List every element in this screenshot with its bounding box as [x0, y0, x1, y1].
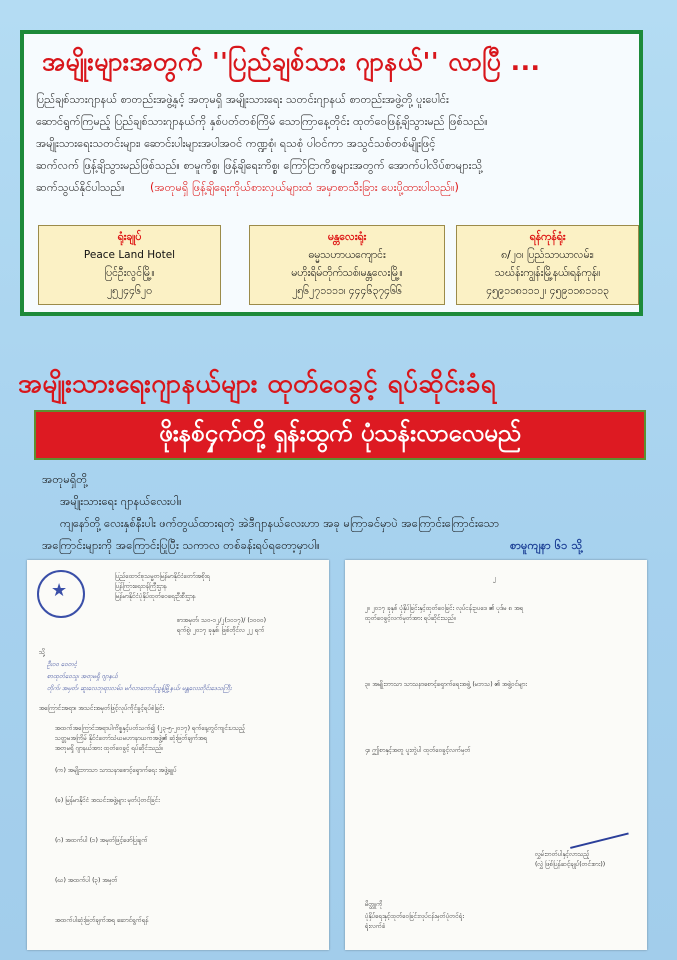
doc-right-para-2: ထုတ်ဝေခွင့်လက်မှတ်အား ရပ်ဆိုင်းသည်။: [365, 615, 456, 622]
doc-to: သို့: [39, 649, 45, 656]
address-title: ရုံးချုပ်: [117, 231, 142, 243]
letter-line-3: အကြောင်းများကို အကြောင်းပြုပြီး သကာလ တစ်ခန်းရပ်ရတော့မှာပါ။: [42, 539, 320, 552]
doc-para-1: အထက်အကြောင်းအရာပါကိစ္စနှင့်ပတ်သက်၍ (၂၃-၅-၂၀၁၇) ရက်နေ့တွင်ကျင်းပသည့်: [55, 725, 246, 732]
doc-page-number: ၂: [493, 575, 497, 582]
doc-signer-name: လွှမ်းဘတ်ပါနှင့်လာသည့်: [535, 851, 590, 858]
suspension-headline: အမျိုးသားရေးဂျာနယ်များ ထုတ်ဝေခွင့် ရပ်ဆိုင်းခံရ: [18, 369, 497, 399]
announcement-line-1: ပြည်ချစ်သားဂျာနယ် စာတည်းအဖွဲ့နှင့် အတုမရှိ အမျိုးသားရေး သတင်းဂျာနယ် စာတည်းအဖွဲ့တို့ ပူးပေါင်း: [36, 93, 449, 106]
doc-para-3: အတုမရှိ ဂျာနယ်အား ထုတ်ဝေခွင့် ရပ်ဆိုင်းသည်။: [55, 745, 164, 752]
doc-ref: စာအမှတ်၊ သဝ-၁၂/၂(၁၀၁၇)/ (၁၀၀၀): [177, 617, 267, 624]
doc-item-2: (ခ) မြန်မာနိုင်ငံ အသင်းအဖွဲ့များ မှတ်ပုံတင်ခြင်း: [55, 797, 160, 804]
address-phone: ၂၅၆၂၇၁၁၁၁၊ ၄၄၄၆၃၇၄၆၆: [292, 285, 402, 297]
doc-org-2: ပြန်ကြားရေးဝန်ကြီးဌာန: [115, 583, 167, 590]
doc-org-1: ပြည်ထောင်စုသမ္မတမြန်မာနိုင်ငံတော်အစိုးရ: [115, 573, 211, 580]
official-letter-page-1: [27, 560, 329, 950]
doc-signer-title: (လွှဲ ဖြစ်ပြန်ဆင့်ချုပ်(တင်းစား)): [535, 861, 606, 868]
doc-item-4: (ဃ) အထက်ပါ (၃) အမှတ်: [55, 877, 118, 884]
doc-copy-file: ရုံးလက်ခံ: [365, 923, 386, 930]
doc-right-para-3: ၃။ အမျိုးဘာသာ သာသနာစောင့်ရှောက်ရေးအဖွဲ့ (မဘသ) ၏ အဖွဲ့ဝင်များ: [365, 681, 527, 688]
announcement-line-4: ဆက်လက် ဖြန့်ချိသွားမည်ဖြစ်သည်။ စာမူကိစ္စ၊ ဖြန့်ချိရေးကိစ္စ၊ ကြော်ငြာကိစ္စများအတွက် အောက်ပါလိပ်စာများသို့: [36, 159, 483, 172]
address-line: ပြင်ဦးလွင်မြို့။: [104, 267, 155, 279]
letter-salutation: အတုမရှိတို့: [42, 473, 88, 486]
letter-line-1: အမျိုးသားရေး ဂျာနယ်လေးပါ။: [60, 495, 182, 508]
letter-signature: စာမူကျနာ ၆၁ သို့: [510, 539, 583, 552]
doc-item-5: အထက်ပါဆုံးဖြတ်ချက်အရ ဆောင်ရွက်ရန်: [55, 917, 149, 924]
handwritten-signature-icon: [565, 813, 629, 849]
announcement-line-3: အမျိုးသားရေးသတင်းများ၊ ဆောင်းပါးများအပါအဝင် ကဏ္ဍစုံ၊ ရသစုံ ပါဝင်ကာ အသွင်သစ်တစ်မျိုးဖြင့်: [36, 137, 436, 150]
doc-date: ရက်စွဲ၊ ၂၀၁၇ ခုနှစ်၊ ဖြစ်တိုင်လ ၂၂ ရက်: [177, 627, 265, 634]
doc-org-3: မြန်မာနိုင်ငံပုံနှိပ်ထုတ်ဝေရေးဦးစီးဌာန: [115, 593, 196, 600]
phoenix-banner: [34, 410, 646, 460]
doc-right-para-1: ၂။ ၂၀၁၇ ခုနှစ် ပုံနှိပ်ခြင်းနှင့်ထုတ်ဝေခြင်း လုပ်ငန်းဥပဒေ ၏ ပုဒ်မ ၈ အရ: [365, 605, 524, 612]
address-line: ၈/၂၀၊ ပြည်သာယာလမ်း၊: [501, 249, 594, 261]
address-line: သဃ်န်းကျွန်းမြို့နယ်၊ရန်ကုန်။: [494, 267, 601, 279]
doc-item-1: (က) အမျိုးဘာသာ သာသနာစောင့်ရှောက်ရေး အဖွဲ့ချုပ်: [55, 767, 177, 774]
doc-subject: အကြောင်းအရာ။ အသင်းအမှတ်ဖြင့်လုပ်ကိုင်ခွင့်ရပ်စဲခြင်း: [39, 705, 165, 712]
doc-addressee-3: တိုက်၊ အမှတ်၊ ဆူးလေဘုရားလမ်း၊ မင်္ဂလာတောင်ညွန့်မြို့နယ်၊ မန္တလေးတိုင်းဒေသကြီး: [47, 685, 232, 692]
address-title: ရန်ကုန်ရုံး: [529, 231, 566, 243]
announcement-note: (အတုမရှိ ဖြန့်ချိရေးကိုယ်စားလှယ်များထံ အမှာစာသီးခြား ပေးပို့ထားပါသည်။): [150, 181, 459, 194]
doc-copy-label: မိတ္တူကို: [365, 901, 383, 908]
address-phone: ၄၅၉၁၁၈၁၁၁၂၊ ၄၅၉၁၁၈၁၁၁၃: [486, 285, 609, 297]
letter-line-2: ကျနော်တို့ လေးနှစ်နီးပါး ဖက်တွယ်ထားရတဲ့ အဲဒီဂျာနယ်လေးဟာ အခု မကြာခင်မှာပဲ အကြောင်းကြောင်းသော: [60, 517, 500, 530]
address-phone: ၂၅၂၄၄၆၂၀: [106, 285, 152, 297]
address-yangon-office: [456, 225, 639, 305]
announcement-line-5: ဆက်သွယ်နိုင်ပါသည်။: [36, 181, 125, 194]
address-line: ဓမ္မသဟာယကျောင်း: [308, 249, 386, 261]
doc-item-3: (ဂ) အထက်ပါ (၁) အမှတ်ဖြင့်ဖော်ပြချက်: [55, 837, 148, 844]
doc-para-2: သတ္တမအကြိမ် နိုင်ငံတော်သံဃမဟာနာယကအဖွဲ့၏ ဆုံးဖြတ်ချက်အရ: [55, 735, 208, 742]
address-line: Peace Land Hotel: [83, 249, 176, 261]
doc-addressee-2: စာထုတ်ဝေသူ၊ အတုမရှိ ဂျာနယ်: [47, 673, 118, 680]
announcement-headline: အမျိုးများအတွက် ''ပြည်ချစ်သား ဂျာနယ်'' လာပြီ ...: [42, 47, 541, 76]
doc-right-para-4: ၄။ ဤစာနှင့်အတူ ပူးတွဲပါ ထုတ်ဝေခွင့်လက်မှတ်: [365, 747, 471, 754]
address-line: မဟိုးရိမ်တိုက်သစ်၊မန္တလေးမြို့။: [291, 267, 403, 279]
banner-text: ဖိုးနစ်၄ှက်တို့ ရှန်းထွက် ပုံသန်းလာလေမည်: [159, 419, 521, 447]
doc-addressee-1: ဦး၀ဝ ဝေတင့်: [47, 661, 78, 668]
government-seal-icon: [37, 570, 85, 618]
address-head-office: [38, 225, 221, 305]
doc-copy-recipient: ပုံနှိပ်ရေးနှင့်ထုတ်ဝေခြင်းလုပ်ငန်းမှတ်ပုံတင်ရုံး: [365, 913, 464, 920]
address-mandalay-office: [249, 225, 445, 305]
announcement-line-2: ဆောင်ရွက်ကြမည့် ပြည်ချစ်သားဂျာနယ်ကို နှစ်ပတ်တစ်ကြိမ် သောကြာနေ့တိုင်း ထုတ်ဝေဖြန့်ချိသွားမည် ဖြစ်သည်။: [36, 115, 488, 128]
official-letter-page-2: [345, 560, 647, 950]
address-title: မန္တလေးရုံး: [327, 231, 367, 243]
